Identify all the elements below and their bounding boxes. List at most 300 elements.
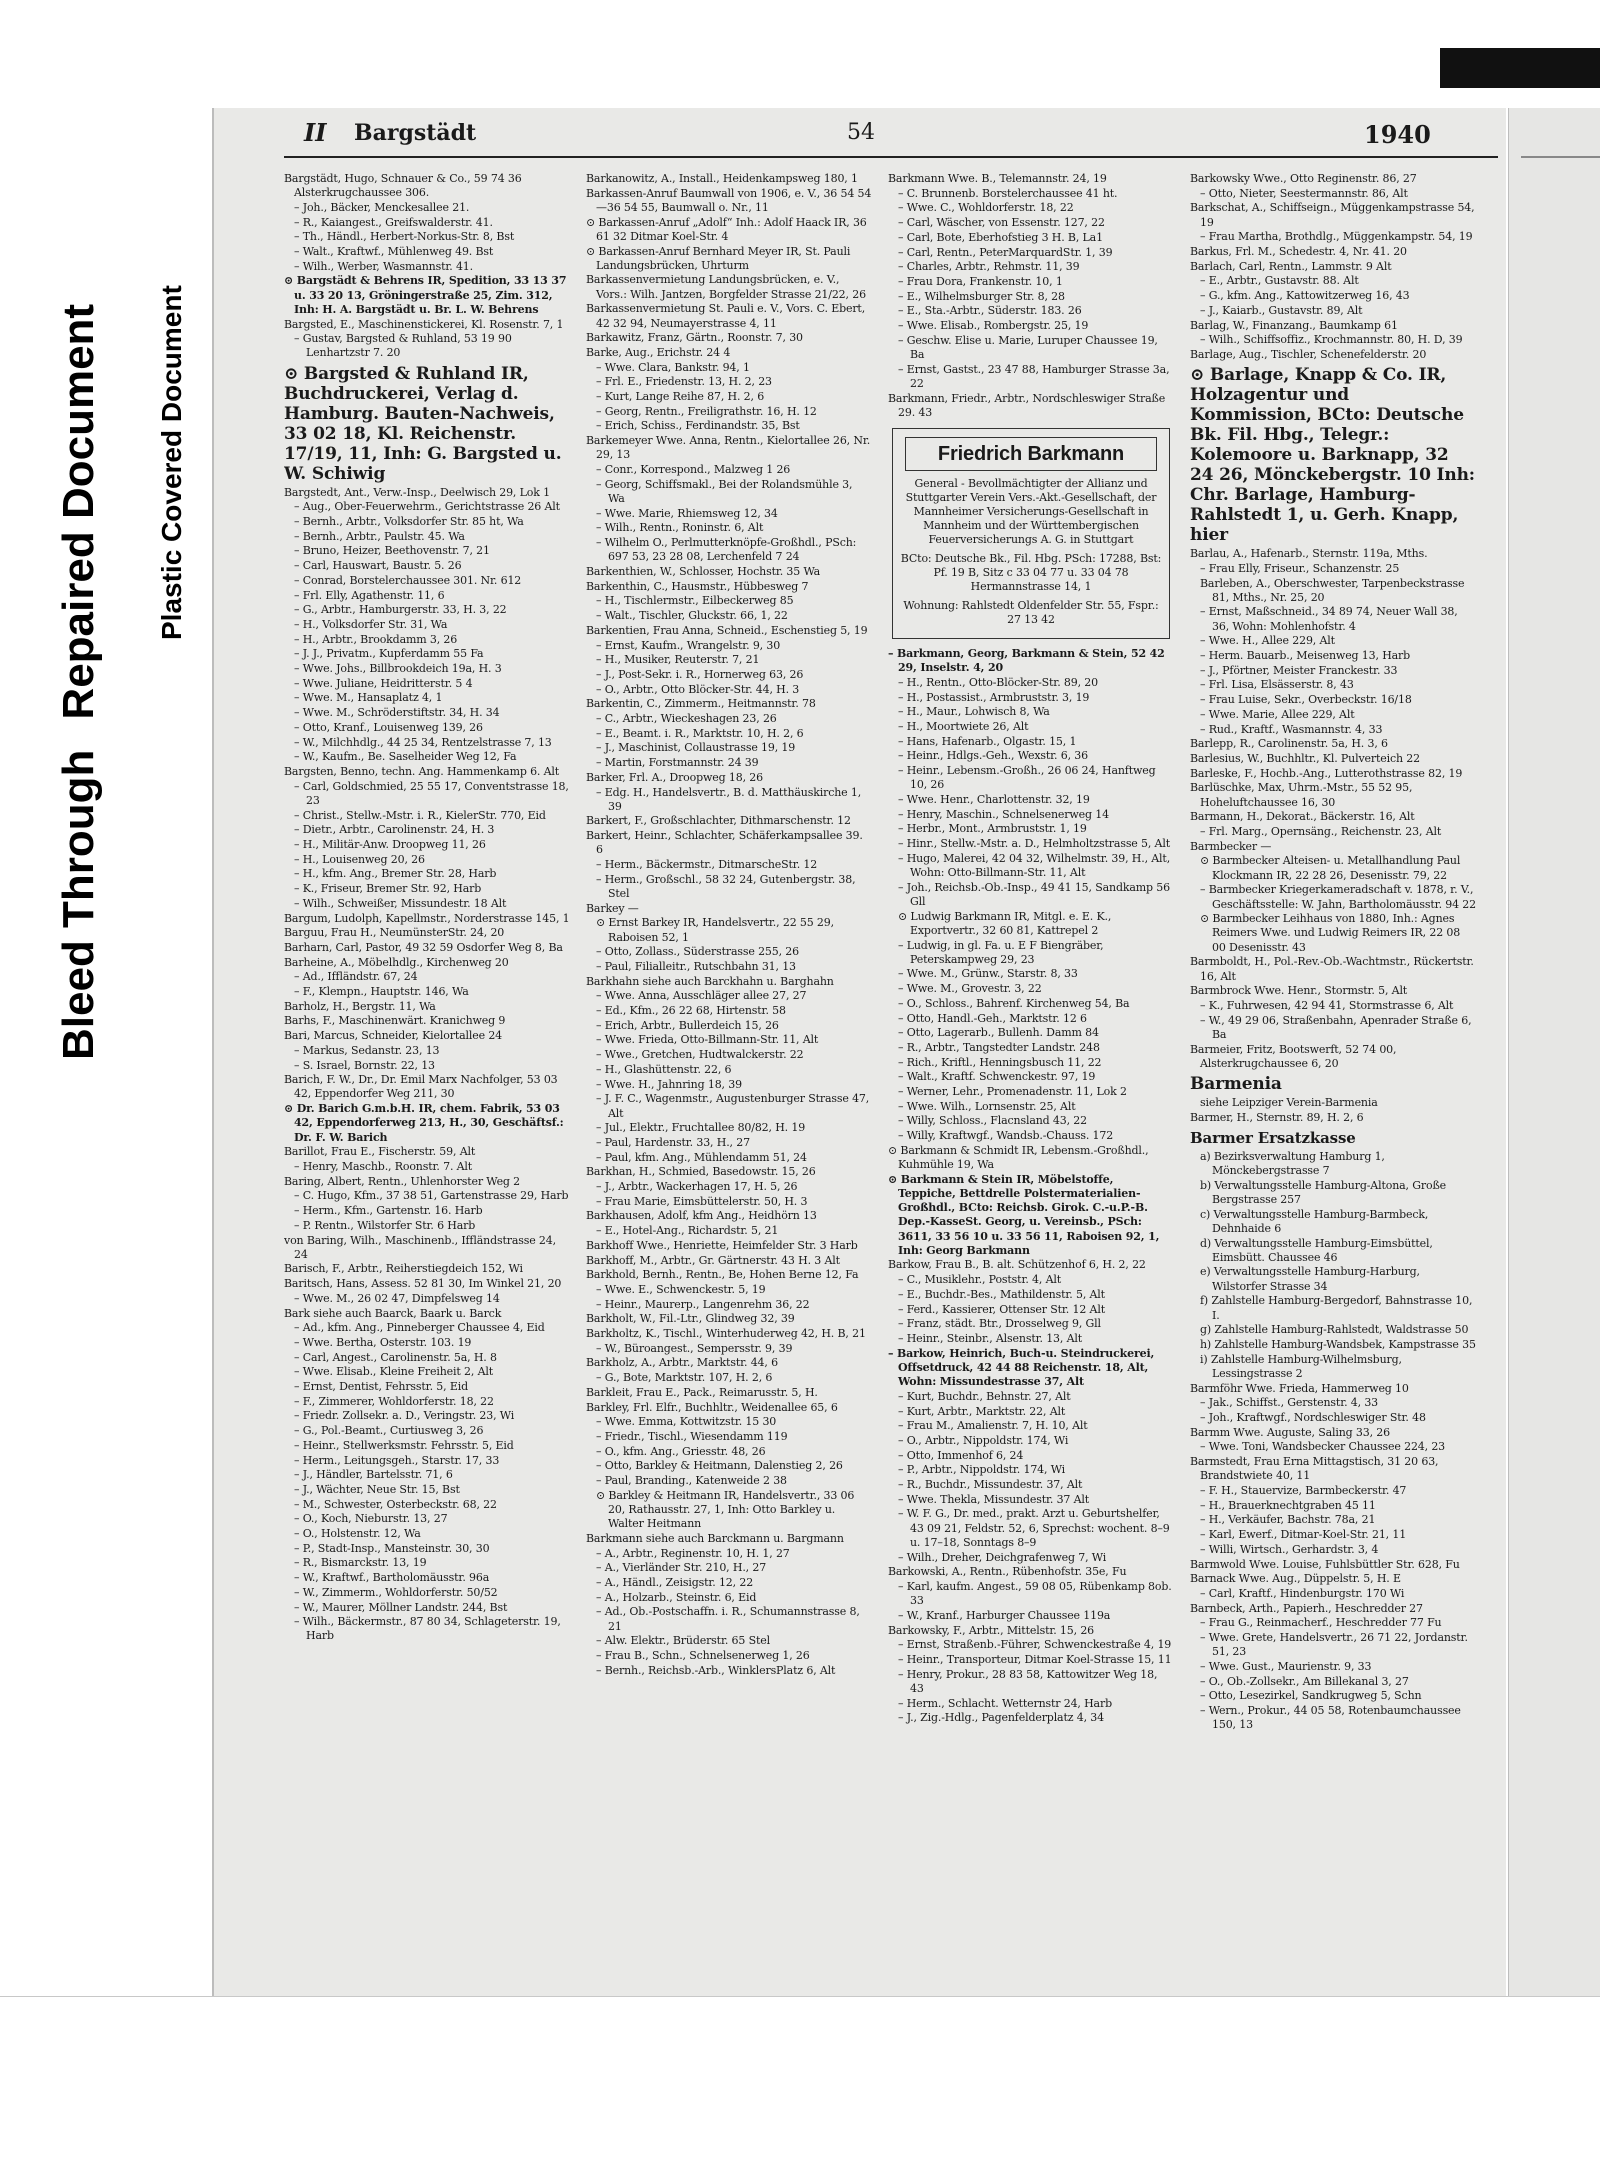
directory-entry: – J. F. C., Wagenmstr., Augustenburger Strasse 47, Alt <box>596 1092 870 1120</box>
directory-entry: – A., Händl., Zeisigstr. 12, 22 <box>596 1576 754 1589</box>
directory-page <box>212 108 1506 1996</box>
directory-entry: – Erich, Schiss., Ferdinandstr. 35, Bst <box>596 419 800 433</box>
directory-entry: – Jak., Schiffst., Gerstenstr. 4, 33 <box>1200 1396 1379 1410</box>
directory-entry: – Wwe. Marie, Rhiemsweg 12, 34 <box>596 506 778 520</box>
directory-entry: ⊙ Barkassen-Anruf „Adolf“ Inh.: Adolf Haack IR, 36 61 32 Ditmar Koel-Str. 4 <box>586 215 867 243</box>
directory-entry: – Carl, Rentn., PeterMarquardStr. 1, 39 <box>898 245 1113 259</box>
directory-entry: Barkemeyer Wwe. Anna, Rentn., Kielortallee 26, Nr. 29, 13 <box>586 434 871 462</box>
directory-entry: Barkenthin, C., Hausmstr., Hübbesweg 7 <box>586 579 809 593</box>
directory-entry: Barkowski, A., Rentn., Rübenhofstr. 35e, Fu <box>888 1565 1127 1579</box>
directory-entry: – J., Händler, Bartelsstr. 71, 6 <box>294 1468 453 1482</box>
directory-entry: ⊙ Bargstädt & Behrens IR, Spedition, 33 13 37 u. 33 20 13, Gröningerstraße 25, Zim. 312, Inh: H. A. Bargstädt u. Br. L. W. Behrens <box>284 274 567 316</box>
directory-entry: – Bernh., Arbtr., Paulstr. 45. Wa <box>294 529 465 543</box>
directory-entry: Barkowsky Wwe., Otto Reginenstr. 86, 27 <box>1190 172 1417 185</box>
directory-entry: Barkmann Wwe. B., Telemannstr. 24, 19 <box>888 172 1107 185</box>
directory-entry: Barhs, F., Maschinenwärt. Kranichweg 9 <box>284 1014 506 1028</box>
directory-entry: Barmbecker — <box>1190 839 1272 853</box>
directory-entry: Barkow, Frau B., B. alt. Schützenhof 6, H. 2, 22 <box>888 1258 1146 1272</box>
directory-entry: ⊙ Ernst Barkey IR, Handelsvertr., 22 55 29, Raboisen 52, 1 <box>596 916 834 944</box>
page-marker: II <box>304 118 327 147</box>
directory-entry: – Edg. H., Handelsvertr., B. d. Matthäuskirche 1, 39 <box>596 785 862 813</box>
directory-entry: – Walt., Tischler, Gluckstr. 66, 1, 22 <box>596 609 788 623</box>
directory-entry: Barmm Wwe. Auguste, Saling 33, 26 <box>1190 1425 1390 1439</box>
directory-entry: Barkert, F., Großschlachter, Dithmarschenstr. 12 <box>586 814 851 828</box>
directory-entry: Barnbeck, Arth., Papierh., Heschredder 27 <box>1190 1601 1423 1615</box>
directory-entry: Barkley, Frl. Elfr., Buchhltr., Weidenallee 65, 6 <box>586 1400 838 1414</box>
directory-entry: – Willy, Kraftwgf., Wandsb.-Chauss. 172 <box>898 1129 1114 1143</box>
directory-entry: – Hugo, Malerei, 42 04 32, Wilhelmstr. 39, H., Alt, Wohn: Otto-Billmann-Str. 11, Alt <box>898 851 1171 879</box>
directory-entry: – Dietr., Arbtr., Carolinenstr. 24, H. 3 <box>294 823 495 837</box>
directory-entry: – Heinr., Maurerp., Langenrehm 36, 22 <box>596 1297 810 1311</box>
directory-entry: Barkassen-Anruf Baumwall von 1906, e. V., 36 54 54—36 54 55, Baumwall o. Nr., 11 <box>586 186 872 214</box>
directory-entry: – K., Fuhrwesen, 42 94 41, Stormstrasse 6, Alt <box>1200 998 1454 1012</box>
directory-entry: – Walt., Kraftwf., Mühlenweg 49. Bst <box>294 245 494 259</box>
directory-entry: – Wwe. E., Schwenckestr. 5, 19 <box>596 1282 766 1296</box>
directory-entry: Barkassenvermietung Landungsbrücken, e. V., Vors.: Wilh. Jantzen, Borgfelder Strasse 21/22, 26 <box>586 273 866 301</box>
directory-entry: – Aug., Ober-Feuerwehrm., Gerichtstrasse 26 Alt <box>294 500 560 514</box>
directory-entry: – H., Postassist., Armbruststr. 3, 19 <box>898 690 1090 704</box>
directory-entry: – P. Rentn., Wilstorfer Str. 6 Harb <box>294 1218 476 1232</box>
directory-entry: – Bernh., Reichsb.-Arb., WinklersPlatz 6, Alt <box>596 1663 836 1677</box>
directory-entry: – W., Milchhdlg., 44 25 34, Rentzelstrasse 7, 13 <box>294 735 552 749</box>
directory-entry: – Markus, Sedanstr. 23, 13 <box>294 1043 440 1057</box>
directory-entry: – Wwe. Clara, Bankstr. 94, 1 <box>596 360 750 374</box>
directory-entry: – Wwe. Johs., Billbrookdeich 19a, H. 3 <box>294 662 502 676</box>
directory-entry: – Joh., Kraftwgf., Nordschleswiger Str. 48 <box>1200 1411 1426 1425</box>
directory-entry: – A., Holzarb., Steinstr. 6, Eid <box>596 1590 757 1604</box>
directory-entry: – Wwe. M., Hansaplatz 4, 1 <box>294 691 443 705</box>
directory-entry: Barkentin, C., Zimmerm., Heitmannstr. 78 <box>586 697 816 711</box>
directory-entry: – Wwe. Henr., Charlottenstr. 32, 19 <box>898 792 1090 806</box>
adjacent-page-edge <box>1508 108 1600 1996</box>
directory-entry: – H., Musiker, Reuterstr. 7, 21 <box>596 653 760 667</box>
directory-entry: – Frl. Lisa, Elsässerstr. 8, 43 <box>1200 678 1354 692</box>
directory-entry: – Wilh., Schweißer, Missundestr. 18 Alt <box>294 896 507 910</box>
column-2 <box>586 172 872 1982</box>
directory-entry: – Jul., Elektr., Fruchtallee 80/82, H. 19 <box>596 1121 806 1135</box>
directory-entry: a) Bezirksverwaltung Hamburg 1, Mönckebergstrasse 7 <box>1200 1149 1385 1178</box>
directory-entry: – Otto, Zollass., Süderstrasse 255, 26 <box>596 945 800 959</box>
directory-entry: – Th., Händl., Herbert-Norkus-Str. 8, Bst <box>294 230 515 244</box>
directory-entry: – R., Arbtr., Tangstedter Landstr. 248 <box>898 1040 1100 1054</box>
directory-entry: – Carl, Goldschmied, 25 55 17, Conventstrasse 18, 23 <box>294 779 569 807</box>
advertisement-title: Friedrich Barkmann <box>905 437 1157 471</box>
directory-entry: – Paul, Branding., Katenweide 2 38 <box>596 1474 787 1488</box>
directory-entry: – H., Moortwiete 26, Alt <box>898 719 1029 733</box>
directory-entry: – J., Wächter, Neue Str. 15, Bst <box>294 1482 460 1496</box>
directory-entry: – Hans, Hafenarb., Olgastr. 15, 1 <box>898 734 1077 748</box>
side-label-part2: Repaired Document <box>54 303 103 720</box>
directory-entry: – Ad., kfm. Ang., Pinneberger Chaussee 4, Eid <box>294 1321 545 1335</box>
directory-entry: – Martin, Forstmannstr. 24 39 <box>596 756 759 770</box>
directory-entry: i) Zahlstelle Hamburg-Wilhelmsburg, Lessingstrasse 2 <box>1200 1352 1402 1380</box>
directory-entry: – G., Arbtr., Hamburgerstr. 33, H. 3, 22 <box>294 603 507 617</box>
directory-entry: Barholz, H., Bergstr. 11, Wa <box>284 999 436 1013</box>
directory-entry: – Wwe. Juliane, Heidritterstr. 5 4 <box>294 676 473 690</box>
side-label-part1: Bleed Through <box>54 749 103 1060</box>
column-1 <box>284 172 570 1982</box>
directory-entry: Barkleit, Frau E., Pack., Reimarusstr. 5, H. <box>586 1385 818 1399</box>
directory-entry: – C., Arbtr., Wieckeshagen 23, 26 <box>596 712 777 726</box>
directory-entry: – Wwe. Gust., Maurienstr. 9, 33 <box>1200 1659 1372 1673</box>
directory-entry: – Wilh., Werber, Wasmannstr. 41. <box>294 259 474 273</box>
directory-entry: – P., Arbtr., Nippoldstr. 174, Wi <box>898 1463 1066 1477</box>
directory-entry: Barkholz, A., Arbtr., Marktstr. 44, 6 <box>586 1356 778 1370</box>
directory-entry: c) Verwaltungsstelle Hamburg-Barmbeck, Dehnhaide 6 <box>1200 1207 1429 1235</box>
directory-entry: – Otto, Barkley & Heitmann, Dalenstieg 2, 26 <box>596 1459 843 1473</box>
directory-entry: – Wwe. M., Grovestr. 3, 22 <box>898 982 1042 996</box>
directory-entry: – Wwe. Toni, Wandsbecker Chaussee 224, 23 <box>1200 1440 1446 1454</box>
directory-entry: – J., Kaiarb., Gustavstr. 89, Alt <box>1200 303 1363 317</box>
directory-entry: – F., Klempn., Hauptstr. 146, Wa <box>294 985 469 999</box>
directory-entry: – Willi, Wirtsch., Gerhardstr. 3, 4 <box>1200 1542 1379 1556</box>
directory-entry: b) Verwaltungsstelle Hamburg-Altona, Große Bergstrasse 257 <box>1200 1178 1447 1206</box>
directory-entry: – Wilhelm O., Perlmutterknöpfe-Großhdl., PSch: 697 53, 23 28 08, Lerchenfeld 7 24 <box>596 536 857 564</box>
directory-entry: – Wwe. Elisab., Kleine Freiheit 2, Alt <box>294 1365 493 1379</box>
directory-entry: – Rich., Kriftl., Henningsbusch 11, 22 <box>898 1055 1102 1069</box>
directory-entry: – H., Tischlermstr., Eilbeckerweg 85 <box>596 594 794 608</box>
directory-entry: Barharn, Carl, Pastor, 49 32 59 Osdorfer Weg 8, Ba <box>284 940 563 954</box>
directory-entry: – Wwe. Bertha, Osterstr. 103. 19 <box>294 1335 472 1349</box>
directory-entry: – Frl. E., Friedenstr. 13, H. 2, 23 <box>596 375 772 389</box>
directory-entry: – Heinr., Hdlgs.-Geh., Wexstr. 6, 36 <box>898 749 1088 763</box>
directory-entry: – Joh., Bäcker, Menckesallee 21. <box>294 200 470 214</box>
directory-entry: Barkenthien, W., Schlosser, Hochstr. 35 Wa <box>586 564 821 578</box>
directory-entry: – Geschw. Elise u. Marie, Luruper Chaussee 19, Ba <box>898 333 1158 361</box>
directory-entry: – W., Büroangest., Sempersstr. 9, 39 <box>596 1341 793 1355</box>
directory-entry: – Wwe. M., Schröderstiftstr. 34, H. 34 <box>294 706 500 720</box>
directory-entry: – O., Arbtr., Otto Blöcker-Str. 44, H. 3 <box>596 682 800 696</box>
directory-entry: Bark siehe auch Baarck, Baark u. Barck <box>284 1306 502 1320</box>
directory-entry: – W., Zimmerm., Wohldorferstr. 50/52 <box>294 1585 498 1599</box>
directory-entry: – Barmbecker Kriegerkameradschaft v. 1878, r. V., Geschäftsstelle: W. Jahn, Bartholomäusstr. 94 22 <box>1200 883 1476 911</box>
directory-entry: – Bruno, Heizer, Beethovenstr. 7, 21 <box>294 544 490 558</box>
directory-entry: von Baring, Wilh., Maschinenb., Iffländstrasse 24, 24 <box>284 1233 556 1261</box>
directory-entry: Barillot, Frau E., Fischerstr. 59, Alt <box>284 1145 476 1159</box>
directory-entry: f) Zahlstelle Hamburg-Bergedorf, Bahnstrasse 10, I. <box>1200 1294 1473 1322</box>
directory-entry: – Frau G., Reinmacherf., Heschredder 77 Fu <box>1200 1616 1442 1630</box>
directory-entry: – Paul, Filialleitr., Rutschbahn 31, 13 <box>596 959 796 973</box>
directory-entry: Bari, Marcus, Schneider, Kielortallee 24 <box>284 1029 503 1043</box>
directory-entry: – G., kfm. Ang., Kattowitzerweg 16, 43 <box>1200 289 1410 303</box>
directory-entry: – Herm., Kfm., Gartenstr. 16. Harb <box>294 1204 483 1218</box>
directory-entry: – C., Musiklehr., Poststr. 4, Alt <box>898 1273 1062 1287</box>
directory-entry: – Herm., Bäckermstr., DitmarscheStr. 12 <box>596 858 818 872</box>
advertisement-box <box>892 428 1170 639</box>
directory-entry: Barkawitz, Franz, Gärtn., Roonstr. 7, 30 <box>586 331 803 345</box>
directory-entry: – Wwe. C., Wohldorferstr. 18, 22 <box>898 201 1074 215</box>
directory-entry: – Friedr. Zollsekr. a. D., Veringstr. 23, Wi <box>294 1409 515 1423</box>
directory-entry: – Kurt, Lange Reihe 87, H. 2, 6 <box>596 390 765 404</box>
directory-entry: Barlesius, W., Buchhltr., Kl. Pulverteich 22 <box>1190 751 1420 765</box>
directory-entry: – O., Holstenstr. 12, Wa <box>294 1527 421 1541</box>
directory-entry: – Wilh., Rentn., Roninstr. 6, Alt <box>596 521 764 535</box>
directory-entry: – Conr., Korrespond., Malzweg 1 26 <box>596 463 791 477</box>
directory-entry: ⊙ Barkmann & Schmidt IR, Lebensm.-Großhdl., Kuhmühle 19, Wa <box>888 1143 1149 1172</box>
directory-entry: Barkhoff, M., Arbtr., Gr. Gärtnerstr. 43 H. 3 Alt <box>586 1253 840 1267</box>
directory-entry: – Ferd., Kassierer, Ottenser Str. 12 Alt <box>898 1302 1105 1316</box>
directory-entry: Barkhold, Bernh., Rentn., Be, Hohen Berne 12, Fa <box>586 1268 859 1282</box>
directory-entry: – Wilh., Bäckermstr., 87 80 34, Schlageterstr. 19, Harb <box>294 1615 561 1643</box>
directory-entry: – H., Maur., Lohwisch 8, Wa <box>898 705 1050 719</box>
directory-entry: Baring, Albert, Rentn., Uhlenhorster Weg 2 <box>284 1174 521 1188</box>
directory-entry: – O., Koch, Nieburstr. 13, 27 <box>294 1512 448 1526</box>
side-label-bleed-through <box>54 160 104 1060</box>
directory-entry: – Barkmann, Georg, Barkmann & Stein, 52 42 29, Inselstr. 4, 20 <box>888 646 1165 675</box>
directory-entry: – F., Zimmerer, Wohldorferstr. 18, 22 <box>294 1394 494 1408</box>
directory-entry: Barnack Wwe. Aug., Düppelstr. 5, H. E <box>1190 1572 1401 1586</box>
directory-entry: – Ed., Kfm., 26 22 68, Hirtenstr. 58 <box>596 1004 786 1018</box>
directory-entry: – E., Buchdr.-Bes., Mathildenstr. 5, Alt <box>898 1287 1105 1301</box>
directory-entry: – Henry, Prokur., 28 83 58, Kattowitzer Weg 18, 43 <box>898 1667 1158 1695</box>
directory-entry: – A., Arbtr., Reginenstr. 10, H. 1, 27 <box>596 1546 790 1560</box>
directory-entry: Barleben, A., Oberschwester, Tarpenbeckstrasse 81, Mths., Nr. 25, 20 <box>1200 576 1465 604</box>
directory-entry: Barlag, W., Finanzang., Baumkamp 61 <box>1190 318 1398 332</box>
directory-entry: – H., Glashüttenstr. 22, 6 <box>596 1062 732 1076</box>
directory-entry: – Wwe. Marie, Allee 229, Alt <box>1200 707 1355 721</box>
directory-entry: – Conrad, Borstelerchaussee 301. Nr. 612 <box>294 573 522 587</box>
directory-entry: – Hinr., Stellw.-Mstr. a. D., Helmholtzstrasse 5, Alt <box>898 837 1170 851</box>
directory-entry: – R., Buchdr., Missundestr. 37, Alt <box>898 1478 1083 1492</box>
directory-entry: – Frau Luise, Sekr., Overbeckstr. 16/18 <box>1200 693 1412 707</box>
directory-entry: – Ludwig, in gl. Fa. u. E F Biengräber, Peterskampweg 29, 23 <box>898 938 1104 966</box>
directory-entry: – C. Brunnenb. Borstelerchaussee 41 ht. <box>898 186 1118 200</box>
directory-entry: – Wwe. M., Grünw., Starstr. 8, 33 <box>898 967 1078 981</box>
directory-entry: Barkschat, A., Schiffseign., Müggenkampstrasse 54, 19 <box>1190 201 1475 229</box>
directory-entry: Barkey — <box>586 901 639 915</box>
directory-entry: – Wwe. H., Jahnring 18, 39 <box>596 1077 742 1091</box>
directory-entry: – Ad., Iffländstr. 67, 24 <box>294 970 418 984</box>
directory-entry: ⊙ Barkassen-Anruf Bernhard Meyer IR, St. Pauli Landungsbrücken, Uhrturm <box>586 244 851 272</box>
directory-entry: – Gustav, Bargsted & Ruhland, 53 19 90 Lenhartzstr 7. 20 <box>294 332 512 360</box>
directory-entry: – Wwe. Emma, Kottwitzstr. 15 30 <box>596 1415 777 1429</box>
advertisement-line: Wohnung: Rahlstedt Oldenfelder Str. 55, Fspr.: 27 13 42 <box>903 598 1159 626</box>
directory-entry: Bargsted, E., Maschinenstickerei, Kl. Rosenstr. 7, 1 <box>284 317 564 331</box>
directory-entry: – J. J., Privatm., Kupferdamm 55 Fa <box>294 647 484 661</box>
directory-entry: – J., Maschinist, Collaustrasse 19, 19 <box>596 741 796 755</box>
directory-entry: – J., Arbtr., Wackerhagen 17, H. 5, 26 <box>596 1180 798 1194</box>
directory-entry: Barmstedt, Frau Erna Mittagstisch, 31 20 63, Brandstwiete 40, 11 <box>1190 1455 1439 1483</box>
directory-entry: – Georg, Schiffsmakl., Bei der Rolandsmühle 3, Wa <box>596 477 853 505</box>
directory-entry: Barkassenvermietung St. Pauli e. V., Vors. C. Ebert, 42 32 94, Neumayerstrasse 4, 11 <box>586 302 866 330</box>
directory-entry: Barkhausen, Adolf, kfm Ang., Heidhörn 13 <box>586 1209 817 1223</box>
directory-entry: Bargstedt, Ant., Verw.-Insp., Deelwisch 29, Lok 1 <box>284 485 550 499</box>
advertisement-line: BCto: Deutsche Bk., Fil. Hbg. PSch: 17288, Bst: Pf. 19 B, Sitz c 33 04 77 u. 33 04 78 Hermannstrasse 14, 1 <box>900 551 1162 593</box>
directory-entry: – Frau Marie, Eimsbüttelerstr. 50, H. 3 <box>596 1194 808 1208</box>
page-number: 54 <box>847 120 875 145</box>
directory-entry: – Paul, Hardenstr. 33, H., 27 <box>596 1135 750 1149</box>
directory-entry: – Wwe. Anna, Ausschläger allee 27, 27 <box>596 989 807 1003</box>
header-rule <box>284 156 1498 158</box>
directory-entry: – Frl. Marg., Opernsäng., Reichenstr. 23, Alt <box>1200 825 1442 838</box>
directory-entry: g) Zahlstelle Hamburg-Rahlstedt, Waldstrasse 50 <box>1200 1323 1469 1337</box>
directory-entry: – Wern., Prokur., 44 05 58, Rotenbaumchaussee 150, 13 <box>1200 1704 1461 1732</box>
directory-entry: – Wwe. Grete, Handelsvertr., 26 71 22, Jordanstr. 51, 23 <box>1200 1631 1468 1659</box>
directory-entry: – Heinr., Steinbr., Alsenstr. 13, Alt <box>898 1332 1083 1345</box>
directory-entry: – P., Stadt-Insp., Mansteinstr. 30, 30 <box>294 1541 490 1555</box>
directory-entry: – Wwe., Gretchen, Hudtwalckerstr. 22 <box>596 1048 804 1062</box>
directory-entry: Barmbrock Wwe. Henr., Stormstr. 5, Alt <box>1190 984 1408 998</box>
directory-entry: – Herbr., Mont., Armbruststr. 1, 19 <box>898 822 1087 836</box>
directory-entry: Bargsten, Benno, techn. Ang. Hammenkamp 6. Alt <box>284 765 560 778</box>
directory-entry: Barkmann siehe auch Barckmann u. Bargmann <box>586 1531 844 1545</box>
directory-entry: – Herm., Leitungsgeh., Starstr. 17, 33 <box>294 1453 500 1467</box>
directory-entry: ⊙ Barmbecker Alteisen- u. Metallhandlung Paul Klockmann IR, 22 28 26, Desenisstr. 79, 22 <box>1200 854 1461 882</box>
directory-entry: – E., Hotel-Ang., Richardstr. 5, 21 <box>596 1224 779 1238</box>
directory-entry: – H., Louisenweg 20, 26 <box>294 852 425 866</box>
directory-entry: Barmföhr Wwe. Frieda, Hammerweg 10 <box>1190 1381 1409 1395</box>
page-header <box>214 118 1506 150</box>
column-4 <box>1190 172 1476 1982</box>
directory-entry: Barich, F. W., Dr., Dr. Emil Marx Nachfolger, 53 03 42, Eppendorfer Weg 211, 30 <box>284 1073 558 1101</box>
scan-bottom-edge <box>0 1996 1600 1997</box>
directory-entry: – H., Verkäufer, Bachstr. 78a, 21 <box>1200 1513 1376 1527</box>
directory-entry: Barmeier, Fritz, Bootswerft, 52 74 00, Alsterkrugchaussee 6, 20 <box>1190 1042 1397 1070</box>
directory-entry: – Walt., Kraftf. Schwenckestr. 97, 19 <box>898 1070 1096 1084</box>
directory-entry: Barkholtz, K., Tischl., Winterhuderweg 42, H. B, 21 <box>586 1327 866 1341</box>
directory-entry: – E., Beamt. i. R., Marktstr. 10, H. 2, 6 <box>596 726 804 740</box>
directory-entry: – Rud., Kraftf., Wasmannstr. 4, 33 <box>1200 722 1383 736</box>
directory-entry: Barkert, Heinr., Schlachter, Schäferkampsallee 39. 6 <box>586 829 863 857</box>
directory-entry: – Alw. Elektr., Brüderstr. 65 Stel <box>596 1634 770 1648</box>
directory-entry: – J., Pförtner, Meister Franckestr. 33 <box>1200 663 1398 677</box>
directory-entry: Barkhahn siehe auch Barckhahn u. Barghahn <box>586 974 834 988</box>
directory-entry: – Otto, Lagerarb., Bullenh. Damm 84 <box>898 1026 1099 1040</box>
directory-entry: Barisch, F., Arbtr., Reiherstiegdeich 152, Wi <box>284 1262 523 1276</box>
directory-entry: Barlüschke, Max, Uhrm.-Mstr., 55 52 95, Hoheluftchaussee 16, 30 <box>1190 781 1413 809</box>
side-label-plastic-covered: Plastic Covered Document <box>156 285 187 640</box>
directory-entry: – Carl, Kraftf., Hindenburgstr. 170 Wi <box>1200 1586 1405 1600</box>
directory-entry: – K., Friseur, Bremer Str. 92, Harb <box>294 882 482 896</box>
running-headword: Bargstädt <box>354 120 477 146</box>
directory-entry: Barkowsky, F., Arbtr., Mittelstr. 15, 26 <box>888 1623 1095 1637</box>
directory-entry: – Ernst, Straßenb.-Führer, Schwenckestraße 4, 19 <box>898 1638 1172 1652</box>
directory-entry: – H., Rentn., Otto-Blöcker-Str. 89, 20 <box>898 675 1098 689</box>
directory-entry: – Willy, Schloss., Flacnsland 43, 22 <box>898 1114 1087 1128</box>
directory-entry: – Otto, Handl.-Geh., Marktstr. 12 6 <box>898 1011 1087 1025</box>
directory-entry: – Henry, Maschin., Schnelsenerweg 14 <box>898 807 1109 821</box>
directory-entry: – E., Wilhelmsburger Str. 8, 28 <box>898 289 1065 303</box>
directory-entry: – Wilh., Schiffsoffiz., Krochmannstr. 80, H. D, 39 <box>1200 333 1463 347</box>
directory-entry: Bargum, Ludolph, Kapellmstr., Norderstrasse 145, 1 <box>284 911 570 925</box>
directory-entry: – S. Israel, Bornstr. 22, 13 <box>294 1058 435 1072</box>
directory-entry: – Franz, städt. Btr., Drosselweg 9, Gll <box>898 1317 1101 1331</box>
directory-entry: – J., Post-Sekr. i. R., Hornerweg 63, 26 <box>596 667 804 681</box>
directory-entry: – G., Pol.-Beamt., Curtiusweg 3, 26 <box>294 1424 484 1438</box>
directory-entry: – Erich, Arbtr., Bullerdeich 15, 26 <box>596 1018 779 1032</box>
directory-entry: – Frau Dora, Frankenstr. 10, 1 <box>898 274 1063 288</box>
directory-entry: – W. F. G., Dr. med., prakt. Arzt u. Geburtshelfer, 43 09 21, Feldstr. 52, 6, Sprechst: wochent. 8–9 u. 17–18, Sonntags 8–9 <box>898 1507 1170 1549</box>
directory-entry: Barkholt, W., Fil.-Ltr., Glindweg 32, 39 <box>586 1312 795 1326</box>
directory-entry: Barleske, F., Hochb.-Ang., Lutterothstrasse 82, 19 <box>1190 766 1463 780</box>
directory-entry: – Henry, Maschb., Roonstr. 7. Alt <box>294 1159 473 1173</box>
directory-entry: – C. Hugo, Kfm., 37 38 51, Gartenstrasse 29, Harb <box>294 1189 569 1203</box>
directory-entry: – M., Schwester, Osterbeckstr. 68, 22 <box>294 1497 497 1511</box>
directory-entry: – Otto, Lesezirkel, Sandkrugweg 5, Schn <box>1200 1689 1422 1703</box>
directory-entry: – Wilh., Dreher, Deichgrafenweg 7, Wi <box>898 1550 1107 1564</box>
directory-entry: – Kurt, Arbtr., Marktstr. 22, Alt <box>898 1404 1066 1418</box>
directory-entry: Barkhoff Wwe., Henriette, Heimfelder Str. 3 Harb <box>586 1238 858 1252</box>
directory-entry: Barlepp, R., Carolinenstr. 5a, H. 3, 6 <box>1190 737 1388 751</box>
directory-entry: Barlage, Aug., Tischler, Schenefelderstr. 20 <box>1190 347 1427 361</box>
directory-entry: – Frau Elly, Friseur., Schanzenstr. 25 <box>1200 561 1400 575</box>
directory-entry: Barheine, A., Möbelhdlg., Kirchenweg 20 <box>284 955 509 969</box>
page-year: 1940 <box>1364 120 1431 149</box>
directory-entry: – Heinr., Transporteur, Ditmar Koel-Strasse 15, 11 <box>898 1652 1172 1666</box>
directory-entry: – Friedr., Tischl., Wiesendamm 119 <box>596 1429 788 1443</box>
directory-entry: – H., Brauerknechtgraben 45 11 <box>1200 1498 1376 1512</box>
directory-entry: – E., Arbtr., Gustavstr. 88. Alt <box>1200 274 1359 288</box>
directory-entry: – Wwe. Wilh., Lornsenstr. 25, Alt <box>898 1099 1076 1113</box>
directory-entry: Barguu, Frau H., NeumünsterStr. 24, 20 <box>284 926 505 940</box>
directory-entry: Barmboldt, H., Pol.-Rev.-Ob.-Wachtmstr., Rückertstr. 16, Alt <box>1190 955 1474 983</box>
directory-entry: – W., Maurer, Möllner Landstr. 244, Bst <box>294 1600 508 1614</box>
directory-entry: – Georg, Rentn., Freiligrathstr. 16, H. 12 <box>596 404 817 418</box>
directory-entry: e) Verwaltungsstelle Hamburg-Harburg, Wilstorfer Strasse 34 <box>1200 1265 1420 1293</box>
directory-entry: Barlach, Carl, Rentn., Lammstr. 9 Alt <box>1190 259 1392 273</box>
directory-entry: Barkmann, Friedr., Arbtr., Nordschleswiger Straße 29. 43 <box>888 391 1166 419</box>
directory-entry: Baritsch, Hans, Assess. 52 81 30, Im Winkel 21, 20 <box>284 1277 562 1291</box>
directory-entry: – O., Ob.-Zollsekr., Am Billekanal 3, 27 <box>1200 1674 1409 1688</box>
directory-entry: – Karl, kaufm. Angest., 59 08 05, Rübenkamp 8ob. 33 <box>898 1579 1172 1608</box>
directory-entry: – Wwe. H., Allee 229, Alt <box>1200 634 1335 648</box>
directory-entry: – Herm., Schlacht. Wetternstr 24, Harb <box>898 1696 1112 1710</box>
scan-edge-bar <box>1440 48 1600 88</box>
directory-entry: – W., 49 29 06, Straßenbahn, Apenrader Straße 6, Ba <box>1200 1013 1472 1041</box>
directory-entry: ⊙ Barmbecker Leihhaus von 1880, Inh.: Agnes Reimers Wwe. und Ludwig Reimers IR, 22 08 00 Desenisstr. 43 <box>1200 912 1461 954</box>
directory-entry: – W., Kaufm., Be. Saselheider Weg 12, Fa <box>294 750 517 764</box>
directory-entry: – Herm., Großschl., 58 32 24, Gutenbergstr. 38, Stel <box>596 872 856 900</box>
directory-entry: Barmann, H., Dekorat., Bäckerstr. 16, Alt <box>1190 810 1415 824</box>
directory-entry: – W., Kranf., Harburger Chaussee 119a <box>898 1608 1111 1622</box>
directory-entry: – Ernst, Kaufm., Wrangelstr. 9, 30 <box>596 638 781 652</box>
directory-entry: ⊙ Barkley & Heitmann IR, Handelsvertr., 33 06 20, Rathausstr. 27, 1, Inh: Otto Barkley u. Walter Heitmann <box>596 1488 855 1531</box>
advertisement-line: General - Bevollmächtigter der Allianz und Stuttgarter Verein Vers.-Akt.-Gesellschaft, der Mannheimer Versicherungs-Gesellschaft in Mannheim und der Württembergischen Feuerversicherungs A. G. in Stuttgart <box>905 476 1157 546</box>
directory-entry: Barkhan, H., Schmied, Basedowstr. 15, 26 <box>586 1165 816 1179</box>
directory-entry: – Paul, kfm. Ang., Mühlendamm 51, 24 <box>596 1150 807 1164</box>
directory-entry: – H., Militär-Anw. Droopweg 11, 26 <box>294 838 486 852</box>
directory-heading: ⊙ Barlage, Knapp & Co. IR, Holzagentur und Kommission, BCto: Deutsche Bk. Fil. Hbg., Telegr.: Kolemoore u. Barknapp, 32 24 26, Mönckebergstr. 10 Inh: Chr. Barlage, Hamburg-Rahlstedt 1, u. Gerh. Knapp, hier <box>1190 365 1475 546</box>
directory-entry: – Bernh., Arbtr., Volksdorfer Str. 85 ht, Wa <box>294 515 524 529</box>
directory-entry: ⊙ Ludwig Barkmann IR, Mitgl. e. E. K., Exportvertr., 32 60 81, Kattrepel 2 <box>898 909 1112 937</box>
directory-entry: – Wwe. Frieda, Otto-Billmann-Str. 11, Alt <box>596 1033 819 1047</box>
directory-entry: – H., Volksdorfer Str. 31, Wa <box>294 617 448 631</box>
directory-entry: Barkus, Frl. M., Schedestr. 4, Nr. 41. 20 <box>1190 245 1407 259</box>
directory-entry: – Carl, Bote, Eberhofstieg 3 H. B, La1 <box>898 230 1103 244</box>
directory-entry: – H., kfm. Ang., Bremer Str. 28, Harb <box>294 867 497 881</box>
column-3 <box>888 172 1174 1982</box>
directory-entry: – E., Sta.-Arbtr., Süderstr. 183. 26 <box>898 304 1082 318</box>
directory-entry: Barkanowitz, A., Install., Heidenkampsweg 180, 1 <box>586 172 858 185</box>
directory-entry: – Ad., Ob.-Postschaffn. i. R., Schumannstrasse 8, 21 <box>596 1605 860 1633</box>
directory-entry: – A., Vierländer Str. 210, H., 27 <box>596 1561 767 1575</box>
directory-entry: Bargstädt, Hugo, Schnauer & Co., 59 74 36 Alsterkrugchaussee 306. <box>284 172 522 200</box>
directory-entry: – W., Kraftwf., Bartholomäusstr. 96a <box>294 1571 490 1585</box>
directory-entry: – Werner, Lehr., Promenadenstr. 11, Lok 2 <box>898 1085 1127 1099</box>
directory-entry: – Ernst, Gastst., 23 47 88, Hamburger Strasse 3a, 22 <box>898 362 1170 390</box>
directory-entry: – Christ., Stellw.-Mstr. i. R., KielerStr. 770, Eid <box>294 808 546 822</box>
directory-entry: – Ernst, Maßschneid., 34 89 74, Neuer Wall 38, 36, Wohn: Mohlenhofstr. 4 <box>1200 605 1458 633</box>
directory-entry: – Heinr., Stellwerksmstr. Fehrsstr. 5, Eid <box>294 1438 514 1452</box>
directory-entry: Barmer, H., Sternstr. 89, H. 2, 6 <box>1190 1110 1364 1124</box>
directory-entry: – Herm. Bauarb., Meisenweg 13, Harb <box>1200 649 1411 663</box>
directory-entry: – Frau B., Schn., Schnelsenerweg 1, 26 <box>596 1649 810 1663</box>
directory-heading: Barmer Ersatzkasse <box>1190 1128 1356 1147</box>
directory-entry: – Frau Martha, Brothdlg., Müggenkampstr. 54, 19 <box>1200 230 1473 244</box>
directory-entry: – R., Kaiangest., Greifswalderstr. 41. <box>294 215 493 229</box>
directory-entry: – Karl, Ewerf., Ditmar-Koel-Str. 21, 11 <box>1200 1528 1407 1542</box>
directory-entry: – G., Bote, Marktstr. 107, H. 2, 6 <box>596 1371 773 1385</box>
